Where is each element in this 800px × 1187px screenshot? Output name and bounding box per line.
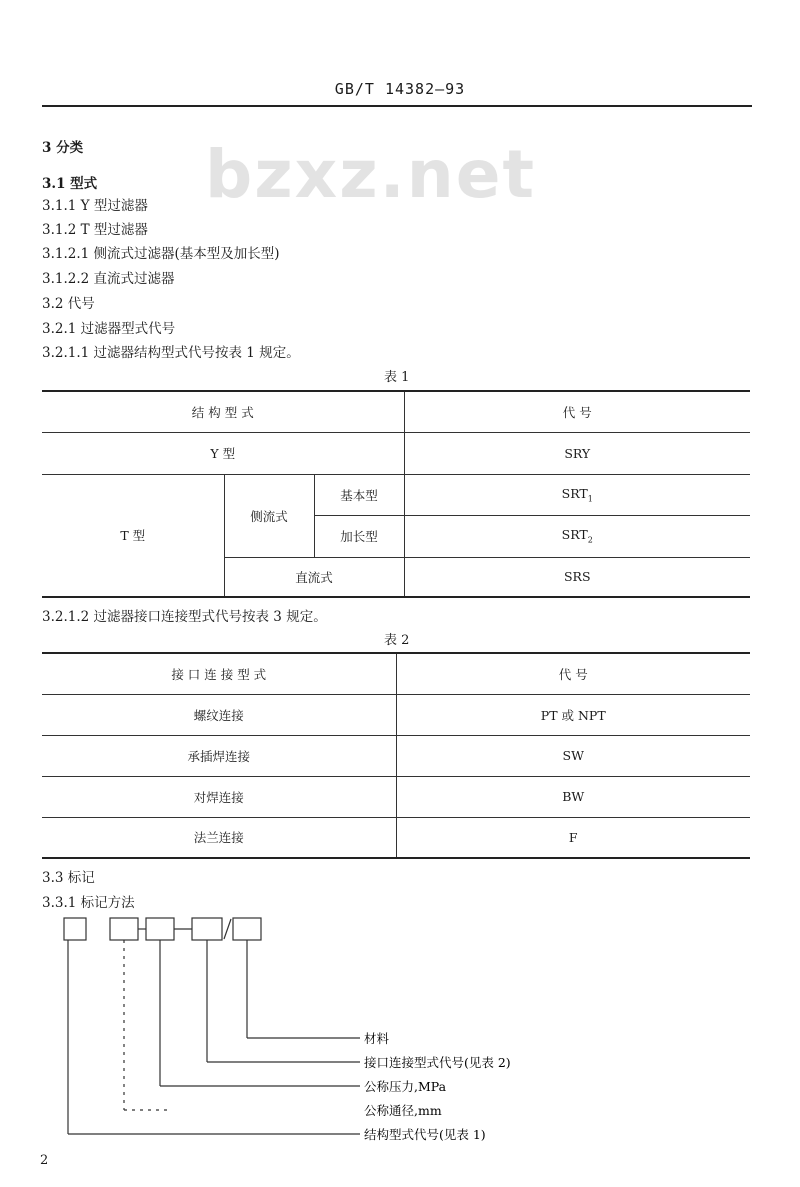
- table2-caption: 表 2: [384, 633, 410, 648]
- table2-row-name: 承插焊连接: [42, 735, 396, 776]
- table1-straight-code: SRS: [404, 557, 750, 597]
- table1-basic-code: $SRT_1$: [404, 474, 750, 515]
- section-3-1-heading: 3.1 型式: [42, 176, 98, 192]
- section-3-1-2-2: 3.1.2.2 直流式过滤器: [42, 271, 175, 287]
- table1-extended-code: $SRT_2$: [404, 515, 750, 557]
- table2-row-name: 对焊连接: [42, 776, 396, 817]
- table1-basic: 基本型: [314, 474, 404, 515]
- table1-structure-codes: [42, 390, 750, 598]
- box-connection: [192, 918, 222, 940]
- label-connection: 接口连接型式代号(见表 2): [364, 1055, 511, 1070]
- table2-header-conn: 接 口 连 接 型 式: [42, 653, 396, 694]
- table2-row-code: SW: [396, 735, 750, 776]
- label-diameter: 公称通径,mm: [364, 1103, 442, 1118]
- marking-diagram: [0, 905, 800, 1155]
- box-pressure: [146, 918, 174, 940]
- label-material: 材料: [364, 1031, 390, 1046]
- table1-header-code: 代 号: [404, 391, 750, 432]
- section-3-heading: 3 分类: [42, 140, 84, 156]
- standard-header: GB/T 14382—93: [334, 80, 466, 98]
- section-3-1-1: 3.1.1 Y 型过滤器: [42, 198, 148, 214]
- table1-straight: 直流式: [224, 557, 404, 597]
- watermark: bzxz.net: [205, 136, 537, 213]
- table1-caption: 表 1: [384, 370, 410, 385]
- section-3-1-2-1: 3.1.2.1 侧流式过滤器(基本型及加长型): [42, 246, 280, 262]
- section-3-2-heading: 3.2 代号: [42, 296, 95, 312]
- table2-header-code: 代 号: [396, 653, 750, 694]
- table2-row-code: BW: [396, 776, 750, 817]
- table1-extended: 加长型: [314, 515, 404, 557]
- table2-connection-codes: [42, 652, 750, 859]
- table1-y-type: Y 型: [42, 432, 404, 474]
- section-3-3-heading: 3.3 标记: [42, 870, 95, 886]
- label-pressure: 公称压力,MPa: [364, 1079, 447, 1094]
- page-number: 2: [40, 1153, 49, 1168]
- section-3-1-2: 3.1.2 T 型过滤器: [42, 222, 148, 238]
- section-3-2-1: 3.2.1 过滤器型式代号: [42, 321, 176, 337]
- table2-row-name: 螺纹连接: [42, 694, 396, 735]
- table1-side-flow: 侧流式: [224, 474, 314, 557]
- section-3-3-1: 3.3.1 标记方法: [42, 895, 135, 911]
- section-3-2-1-1: 3.2.1.1 过滤器结构型式代号按表 1 规定。: [42, 345, 300, 361]
- section-3-2-1-2: 3.2.1.2 过滤器接口连接型式代号按表 3 规定。: [42, 609, 327, 625]
- table1-y-code: SRY: [404, 432, 750, 474]
- box-material: [233, 918, 261, 940]
- table1-header-structure: 结 构 型 式: [42, 391, 404, 432]
- table2-row-code: F: [396, 817, 750, 858]
- header-rule: [42, 105, 752, 107]
- box-diameter: [110, 918, 138, 940]
- table2-row-name: 法兰连接: [42, 817, 396, 858]
- label-structure: 结构型式代号(见表 1): [364, 1127, 486, 1142]
- table1-t-type: T 型: [42, 474, 224, 597]
- box-structure: [64, 918, 86, 940]
- table2-row-code: PT 或 NPT: [396, 694, 750, 735]
